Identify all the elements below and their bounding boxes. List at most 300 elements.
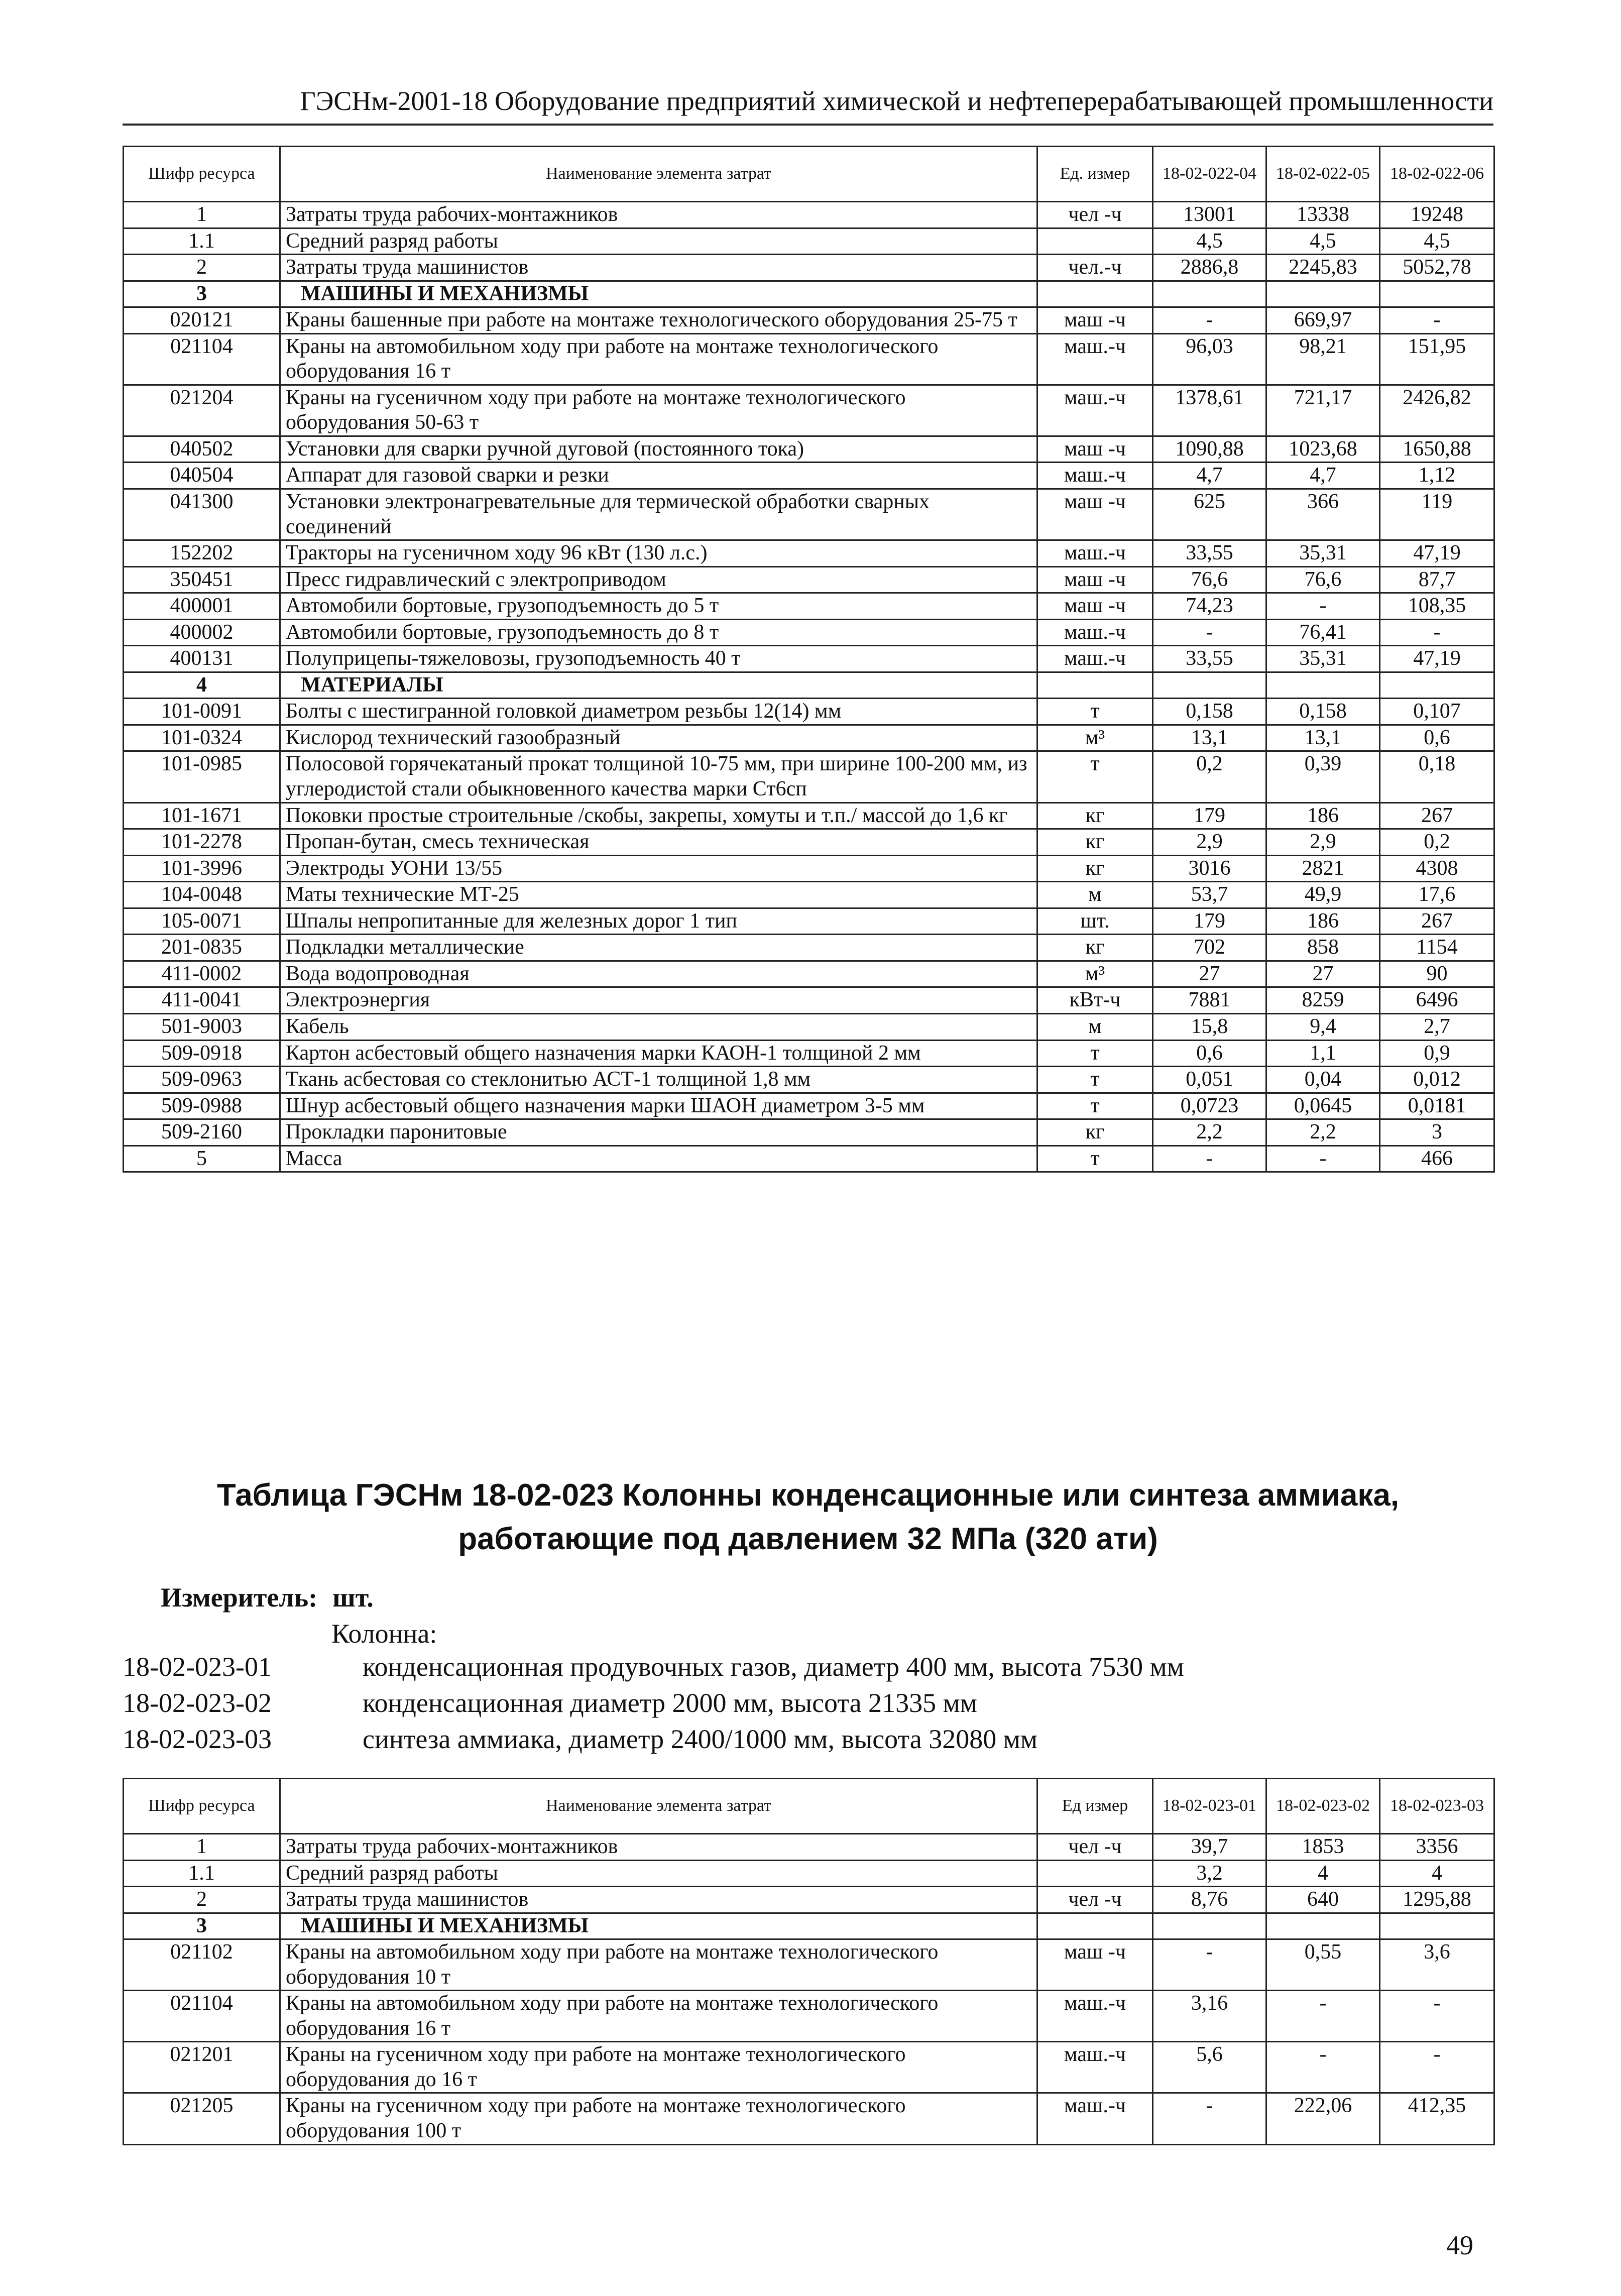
table-row [124, 935, 1494, 961]
norm-value-cell: 15,8 [1153, 1013, 1266, 1040]
cost-element-name-cell: Аппарат для газовой сварки и резки [280, 463, 1037, 489]
table-18-02-023-title: Таблица ГЭСНм 18-02-023 Колонны конденсационные или синтеза аммиака, работающие под давлением 32 МПа (320 ати) [216, 1478, 1400, 1556]
norm-value-cell: 4,7 [1153, 463, 1266, 489]
resource-code-cell: 152202 [124, 540, 280, 567]
norm-value-cell: 1,1 [1266, 1040, 1380, 1067]
norm-value-cell: 1378,61 [1153, 385, 1266, 436]
cost-element-name-cell: Краны на гусеничном ходу при работе на монтаже технологического оборудования до 16 т [280, 2042, 1037, 2093]
norm-value-cell: 4 [1266, 1860, 1380, 1887]
cost-element-name-cell: Полуприцепы-тяжеловозы, грузоподъемность 40 т [280, 646, 1037, 672]
measurement-value: шт. [332, 1582, 374, 1613]
norm-value-cell: 13001 [1153, 202, 1266, 228]
table-row [124, 1887, 1494, 1913]
unit-cell: маш -ч [1037, 593, 1153, 620]
cost-element-name-cell: Полосовой горячекатаный прокат толщиной 10-75 мм, при ширине 100-200 мм, из углеродистой стали обыкновенного качества марки Ст6сп [280, 751, 1037, 802]
resource-code-cell: 400001 [124, 593, 280, 620]
header-divider [123, 124, 1493, 126]
unit-cell: кг [1037, 1119, 1153, 1146]
unit-cell [1037, 1913, 1153, 1939]
subject-label: Колонна: [331, 1619, 437, 1649]
norm-value-cell: - [1153, 307, 1266, 334]
header-norm-column-1: 18-02-023-01 [1153, 1779, 1266, 1834]
table-row [124, 307, 1494, 334]
norm-value-cell: 186 [1266, 908, 1380, 935]
cost-element-name-cell: Установки для сварки ручной дуговой (постоянного тока) [280, 436, 1037, 463]
norm-value-cell: 5052,78 [1380, 255, 1494, 281]
resource-code-cell: 1 [124, 202, 280, 228]
norm-value-cell: 267 [1380, 908, 1494, 935]
norm-value-cell: 267 [1380, 802, 1494, 829]
cost-element-name-cell: Электроэнергия [280, 987, 1037, 1014]
norm-value-cell: 76,6 [1153, 566, 1266, 593]
unit-cell: маш -ч [1037, 307, 1153, 334]
norm-value-cell: 9,4 [1266, 1013, 1380, 1040]
norm-value-cell: 669,97 [1266, 307, 1380, 334]
resource-code-cell: 1 [124, 1834, 280, 1861]
norm-value-cell: - [1266, 2042, 1380, 2093]
table-row [124, 1067, 1494, 1093]
norm-value-cell: 4 [1380, 1860, 1494, 1887]
unit-cell: м [1037, 1013, 1153, 1040]
table-row [124, 463, 1494, 489]
header-cost-element-name: Наименование элемента затрат [280, 147, 1037, 202]
norm-value-cell: 4,5 [1153, 228, 1266, 255]
resource-code-cell: 021104 [124, 333, 280, 385]
norm-value-cell: 0,39 [1266, 751, 1380, 802]
norm-value-cell [1266, 1913, 1380, 1939]
norm-value-cell: - [1380, 619, 1494, 646]
norm-value-cell [1153, 672, 1266, 699]
cost-element-name-cell: Шпалы непропитанные для железных дорог 1 тип [280, 908, 1037, 935]
measurement-unit-line [161, 1582, 374, 1613]
cost-element-name-cell: Прокладки паронитовые [280, 1119, 1037, 1146]
table-row [124, 1939, 1494, 1991]
table-row [124, 961, 1494, 987]
norm-value-cell: 96,03 [1153, 333, 1266, 385]
cost-element-name-cell: Автомобили бортовые, грузоподъемность до 8 т [280, 619, 1037, 646]
norm-value-cell: 0,0181 [1380, 1093, 1494, 1119]
table-row [124, 1040, 1494, 1067]
cost-element-name-cell: Болты с шестигранной головкой диаметром резьбы 12(14) мм [280, 699, 1037, 725]
norm-value-cell: 2886,8 [1153, 255, 1266, 281]
unit-cell: кг [1037, 829, 1153, 856]
norm-value-cell: 8,76 [1153, 1887, 1266, 1913]
cost-element-name-cell: МАШИНЫ И МЕХАНИЗМЫ [280, 1913, 1037, 1939]
norm-value-cell: 47,19 [1380, 540, 1494, 567]
resource-code-cell: 411-0041 [124, 987, 280, 1014]
norm-value-cell: 0,6 [1153, 1040, 1266, 1067]
norm-value-cell: 5,6 [1153, 2042, 1266, 2093]
norm-value-cell: 625 [1153, 489, 1266, 540]
norm-value-cell: - [1266, 1991, 1380, 2042]
unit-cell: маш -ч [1037, 489, 1153, 540]
unit-cell: чел.-ч [1037, 255, 1153, 281]
cost-element-name-cell: Автомобили бортовые, грузоподъемность до 5 т [280, 593, 1037, 620]
norm-value-cell: 721,17 [1266, 385, 1380, 436]
cost-element-name-cell: Тракторы на гусеничном ходу 96 кВт (130 л.с.) [280, 540, 1037, 567]
norm-value-cell: 1090,88 [1153, 436, 1266, 463]
norm-value-cell: 8259 [1266, 987, 1380, 1014]
header-unit: Ед измер [1037, 1779, 1153, 1834]
norm-value-cell: - [1266, 593, 1380, 620]
norm-value-cell: 2245,83 [1266, 255, 1380, 281]
table-row [124, 255, 1494, 281]
norm-value-cell: 0,012 [1380, 1067, 1494, 1093]
norm-value-cell: 640 [1266, 1887, 1380, 1913]
header-norm-column-2: 18-02-023-02 [1266, 1779, 1380, 1834]
resource-code-cell: 4 [124, 672, 280, 699]
norm-value-cell [1266, 281, 1380, 307]
norm-value-cell: 76,41 [1266, 619, 1380, 646]
norm-value-cell: - [1153, 1939, 1266, 1991]
cost-element-name-cell: Вода водопроводная [280, 961, 1037, 987]
norm-value-cell: 0,2 [1380, 829, 1494, 856]
unit-cell: кг [1037, 855, 1153, 882]
resource-code-cell: 021102 [124, 1939, 280, 1991]
norm-value-cell: 3356 [1380, 1834, 1494, 1861]
unit-cell [1037, 672, 1153, 699]
cost-element-name-cell: Средний разряд работы [280, 228, 1037, 255]
resource-code-cell: 041300 [124, 489, 280, 540]
norm-value-cell: 179 [1153, 908, 1266, 935]
table-row [124, 855, 1494, 882]
unit-cell: т [1037, 1067, 1153, 1093]
norm-value-cell [1380, 672, 1494, 699]
unit-cell: м³ [1037, 725, 1153, 751]
norm-value-cell: 0,55 [1266, 1939, 1380, 1991]
table-row [124, 725, 1494, 751]
measurement-label: Измеритель: [161, 1582, 318, 1613]
resource-code-cell: 101-0324 [124, 725, 280, 751]
norm-value-cell: 186 [1266, 802, 1380, 829]
unit-cell: маш -ч [1037, 436, 1153, 463]
table-row [124, 802, 1494, 829]
norm-value-cell: 119 [1380, 489, 1494, 540]
norm-value-cell: - [1153, 1145, 1266, 1172]
section-row [124, 672, 1494, 699]
norm-value-cell: 0,0723 [1153, 1093, 1266, 1119]
table-row [124, 1991, 1494, 2042]
unit-cell: маш.-ч [1037, 463, 1153, 489]
variant-description: конденсационная продувочных газов, диаметр 400 мм, высота 7530 мм [363, 1652, 1184, 1682]
page-number: 49 [1446, 2230, 1473, 2260]
unit-cell: т [1037, 1145, 1153, 1172]
resource-code-cell: 2 [124, 1887, 280, 1913]
resource-code-cell: 201-0835 [124, 935, 280, 961]
norm-value-cell: 98,21 [1266, 333, 1380, 385]
norm-value-cell: 179 [1153, 802, 1266, 829]
cost-element-name-cell: Масса [280, 1145, 1037, 1172]
norm-value-cell: 2,9 [1266, 829, 1380, 856]
resource-code-cell: 1.1 [124, 1860, 280, 1887]
resource-code-cell: 509-0918 [124, 1040, 280, 1067]
resource-code-cell: 101-0091 [124, 699, 280, 725]
norm-value-cell: 4,5 [1380, 228, 1494, 255]
norm-value-cell: 1154 [1380, 935, 1494, 961]
norm-value-cell: 33,55 [1153, 646, 1266, 672]
norm-value-cell: 4308 [1380, 855, 1494, 882]
cost-element-name-cell: Пропан-бутан, смесь техническая [280, 829, 1037, 856]
cost-element-name-cell: Краны на автомобильном ходу при работе на монтаже технологического оборудования 16 т [280, 333, 1037, 385]
page-header-title: ГЭСНм-2001-18 Оборудование предприятий химической и нефтеперерабатывающей промышленности [300, 86, 1493, 116]
cost-element-name-cell: Установки электронагревательные для термической обработки сварных соединений [280, 489, 1037, 540]
resource-table-18-02-023 [123, 1778, 1495, 2145]
resource-code-cell: 509-0963 [124, 1067, 280, 1093]
table-body [124, 1834, 1494, 2145]
norm-value-cell: 0,0645 [1266, 1093, 1380, 1119]
norm-value-cell: 3,6 [1380, 1939, 1494, 1991]
norm-value-cell: 2,2 [1153, 1119, 1266, 1146]
header-resource-code: Шифр ресурса [124, 147, 280, 202]
unit-cell [1037, 281, 1153, 307]
table-row [124, 1834, 1494, 1861]
norm-value-cell: - [1153, 619, 1266, 646]
norm-value-cell: 366 [1266, 489, 1380, 540]
norm-value-cell: - [1380, 2042, 1494, 2093]
norm-value-cell: 151,95 [1380, 333, 1494, 385]
cost-element-name-cell: Электроды УОНИ 13/55 [280, 855, 1037, 882]
unit-cell: чел -ч [1037, 1887, 1153, 1913]
norm-value-cell: 3,16 [1153, 1991, 1266, 2042]
header-norm-column-2: 18-02-022-05 [1266, 147, 1380, 202]
cost-element-name-cell: Кабель [280, 1013, 1037, 1040]
norm-value-cell: 39,7 [1153, 1834, 1266, 1861]
norm-value-cell: 3016 [1153, 855, 1266, 882]
table-row [124, 2042, 1494, 2093]
norm-value-cell: 2426,82 [1380, 385, 1494, 436]
cost-element-name-cell: Ткань асбестовая со стеклонитью АСТ-1 толщиной 1,8 мм [280, 1067, 1037, 1093]
resource-code-cell: 3 [124, 281, 280, 307]
table-row [124, 882, 1494, 908]
unit-cell: маш -ч [1037, 1939, 1153, 1991]
unit-cell: маш.-ч [1037, 1991, 1153, 2042]
resource-code-cell: 509-2160 [124, 1119, 280, 1146]
table-row [124, 908, 1494, 935]
resource-code-cell: 021204 [124, 385, 280, 436]
norm-value-cell: 702 [1153, 935, 1266, 961]
table-row [124, 436, 1494, 463]
norm-value-cell: 0,051 [1153, 1067, 1266, 1093]
norm-value-cell: 2,7 [1380, 1013, 1494, 1040]
variant-code: 18-02-023-01 [123, 1652, 272, 1682]
variant-code: 18-02-023-02 [123, 1688, 272, 1718]
norm-value-cell: 4,5 [1266, 228, 1380, 255]
resource-code-cell: 400131 [124, 646, 280, 672]
norm-value-cell: 0,6 [1380, 725, 1494, 751]
norm-value-cell: 47,19 [1380, 646, 1494, 672]
norm-value-cell: 1,12 [1380, 463, 1494, 489]
norm-value-cell: 74,23 [1153, 593, 1266, 620]
unit-cell: м³ [1037, 961, 1153, 987]
norm-value-cell: - [1380, 307, 1494, 334]
unit-cell [1037, 228, 1153, 255]
unit-cell: кВт-ч [1037, 987, 1153, 1014]
resource-code-cell: 101-1671 [124, 802, 280, 829]
norm-value-cell: 7881 [1153, 987, 1266, 1014]
table-row [124, 987, 1494, 1014]
unit-cell: т [1037, 1093, 1153, 1119]
norm-value-cell: 0,18 [1380, 751, 1494, 802]
resource-code-cell: 509-0988 [124, 1093, 280, 1119]
unit-cell: шт. [1037, 908, 1153, 935]
norm-value-cell: 1650,88 [1380, 436, 1494, 463]
unit-cell [1037, 1860, 1153, 1887]
unit-cell: маш.-ч [1037, 646, 1153, 672]
header-norm-column-3: 18-02-022-06 [1380, 147, 1494, 202]
table-row [124, 385, 1494, 436]
norm-value-cell: 6496 [1380, 987, 1494, 1014]
norm-value-cell: 19248 [1380, 202, 1494, 228]
header-cost-element-name: Наименование элемента затрат [280, 1779, 1037, 1834]
unit-cell: маш.-ч [1037, 385, 1153, 436]
norm-value-cell: - [1380, 1991, 1494, 2042]
table-row [124, 540, 1494, 567]
norm-value-cell: 2,9 [1153, 829, 1266, 856]
norm-value-cell: 2821 [1266, 855, 1380, 882]
table-row [124, 1119, 1494, 1146]
norm-value-cell: 87,7 [1380, 566, 1494, 593]
resource-code-cell: 021205 [124, 2093, 280, 2144]
resource-code-cell: 040504 [124, 463, 280, 489]
norm-value-cell: 0,107 [1380, 699, 1494, 725]
resource-code-cell: 2 [124, 255, 280, 281]
table-row [124, 646, 1494, 672]
cost-element-name-cell: МАТЕРИАЛЫ [280, 672, 1037, 699]
norm-value-cell: 466 [1380, 1145, 1494, 1172]
resource-code-cell: 101-0985 [124, 751, 280, 802]
table-row [124, 593, 1494, 620]
norm-value-cell: 0,2 [1153, 751, 1266, 802]
unit-cell: т [1037, 1040, 1153, 1067]
unit-cell: чел -ч [1037, 202, 1153, 228]
unit-cell: кг [1037, 802, 1153, 829]
norm-value-cell: 0,158 [1266, 699, 1380, 725]
resource-code-cell: 5 [124, 1145, 280, 1172]
norm-value-cell: 1023,68 [1266, 436, 1380, 463]
norm-value-cell: 222,06 [1266, 2093, 1380, 2144]
norm-value-cell [1266, 672, 1380, 699]
unit-cell: маш -ч [1037, 566, 1153, 593]
resource-code-cell: 020121 [124, 307, 280, 334]
table-row [124, 751, 1494, 802]
table-row [124, 1013, 1494, 1040]
table-row [124, 489, 1494, 540]
unit-cell: маш.-ч [1037, 619, 1153, 646]
cost-element-name-cell: Маты технические МТ-25 [280, 882, 1037, 908]
resource-code-cell: 104-0048 [124, 882, 280, 908]
norm-value-cell: 4,7 [1266, 463, 1380, 489]
unit-cell: маш.-ч [1037, 2093, 1153, 2144]
norm-value-cell: 90 [1380, 961, 1494, 987]
cost-element-name-cell: Затраты труда машинистов [280, 255, 1037, 281]
norm-value-cell [1153, 1913, 1266, 1939]
norm-value-cell: 33,55 [1153, 540, 1266, 567]
unit-cell: маш.-ч [1037, 2042, 1153, 2093]
cost-element-name-cell: Краны на гусеничном ходу при работе на монтаже технологического оборудования 50-63 т [280, 385, 1037, 436]
norm-value-cell: 17,6 [1380, 882, 1494, 908]
table-body [124, 202, 1494, 1172]
header-norm-column-3: 18-02-023-03 [1380, 1779, 1494, 1834]
resource-code-cell: 040502 [124, 436, 280, 463]
norm-value-cell: 2,2 [1266, 1119, 1380, 1146]
norm-value-cell: 0,158 [1153, 699, 1266, 725]
section-row [124, 1913, 1494, 1939]
norm-value-cell: 35,31 [1266, 646, 1380, 672]
norm-value-cell: 53,7 [1153, 882, 1266, 908]
norm-value-cell: 49,9 [1266, 882, 1380, 908]
variant-description: синтеза аммиака, диаметр 2400/1000 мм, высота 32080 мм [363, 1724, 1038, 1754]
cost-element-name-cell: Кислород технический газообразный [280, 725, 1037, 751]
resource-code-cell: 501-9003 [124, 1013, 280, 1040]
resource-code-cell: 350451 [124, 566, 280, 593]
table-row [124, 1145, 1494, 1172]
norm-value-cell [1380, 281, 1494, 307]
table-row [124, 566, 1494, 593]
resource-code-cell: 411-0002 [124, 961, 280, 987]
norm-value-cell: 108,35 [1380, 593, 1494, 620]
variant-description: конденсационная диаметр 2000 мм, высота 21335 мм [363, 1688, 977, 1718]
resource-code-cell: 101-2278 [124, 829, 280, 856]
norm-value-cell [1153, 281, 1266, 307]
norm-value-cell: 27 [1266, 961, 1380, 987]
cost-element-name-cell: МАШИНЫ И МЕХАНИЗМЫ [280, 281, 1037, 307]
unit-cell: чел -ч [1037, 1834, 1153, 1861]
table-row [124, 1093, 1494, 1119]
unit-cell: т [1037, 699, 1153, 725]
norm-value-cell: 27 [1153, 961, 1266, 987]
table-row [124, 2093, 1494, 2144]
norm-value-cell: 0,04 [1266, 1067, 1380, 1093]
cost-element-name-cell: Пресс гидравлический с электроприводом [280, 566, 1037, 593]
norm-value-cell: 1295,88 [1380, 1887, 1494, 1913]
cost-element-name-cell: Шнур асбестовый общего назначения марки ШАОН диаметром 3-5 мм [280, 1093, 1037, 1119]
resource-code-cell: 021201 [124, 2042, 280, 2093]
norm-value-cell: 858 [1266, 935, 1380, 961]
resource-code-cell: 105-0071 [124, 908, 280, 935]
table-row [124, 829, 1494, 856]
table-row [124, 202, 1494, 228]
norm-value-cell: 13338 [1266, 202, 1380, 228]
cost-element-name-cell: Краны на автомобильном ходу при работе на монтаже технологического оборудования 16 т [280, 1991, 1037, 2042]
norm-value-cell: 412,35 [1380, 2093, 1494, 2144]
cost-element-name-cell: Средний разряд работы [280, 1860, 1037, 1887]
cost-element-name-cell: Картон асбестовый общего назначения марки КАОН-1 толщиной 2 мм [280, 1040, 1037, 1067]
table-row [124, 619, 1494, 646]
resource-code-cell: 400002 [124, 619, 280, 646]
norm-value-cell: 0,9 [1380, 1040, 1494, 1067]
norm-value-cell: 35,31 [1266, 540, 1380, 567]
table-row [124, 1860, 1494, 1887]
header-resource-code: Шифр ресурса [124, 1779, 280, 1834]
cost-element-name-cell: Поковки простые строительные /скобы, закрепы, хомуты и т.п./ массой до 1,6 кг [280, 802, 1037, 829]
table-row [124, 333, 1494, 385]
norm-value-cell [1380, 1913, 1494, 1939]
header-norm-column-1: 18-02-022-04 [1153, 147, 1266, 202]
resource-code-cell: 3 [124, 1913, 280, 1939]
section-row [124, 281, 1494, 307]
resource-code-cell: 021104 [124, 1991, 280, 2042]
resource-code-cell: 1.1 [124, 228, 280, 255]
unit-cell: маш.-ч [1037, 540, 1153, 567]
table-row [124, 228, 1494, 255]
header-unit: Ед. измер [1037, 147, 1153, 202]
variant-code: 18-02-023-03 [123, 1724, 272, 1754]
cost-element-name-cell: Подкладки металлические [280, 935, 1037, 961]
unit-cell: т [1037, 751, 1153, 802]
unit-cell: кг [1037, 935, 1153, 961]
cost-element-name-cell: Краны на гусеничном ходу при работе на монтаже технологического оборудования 100 т [280, 2093, 1037, 2144]
norm-value-cell: 3 [1380, 1119, 1494, 1146]
